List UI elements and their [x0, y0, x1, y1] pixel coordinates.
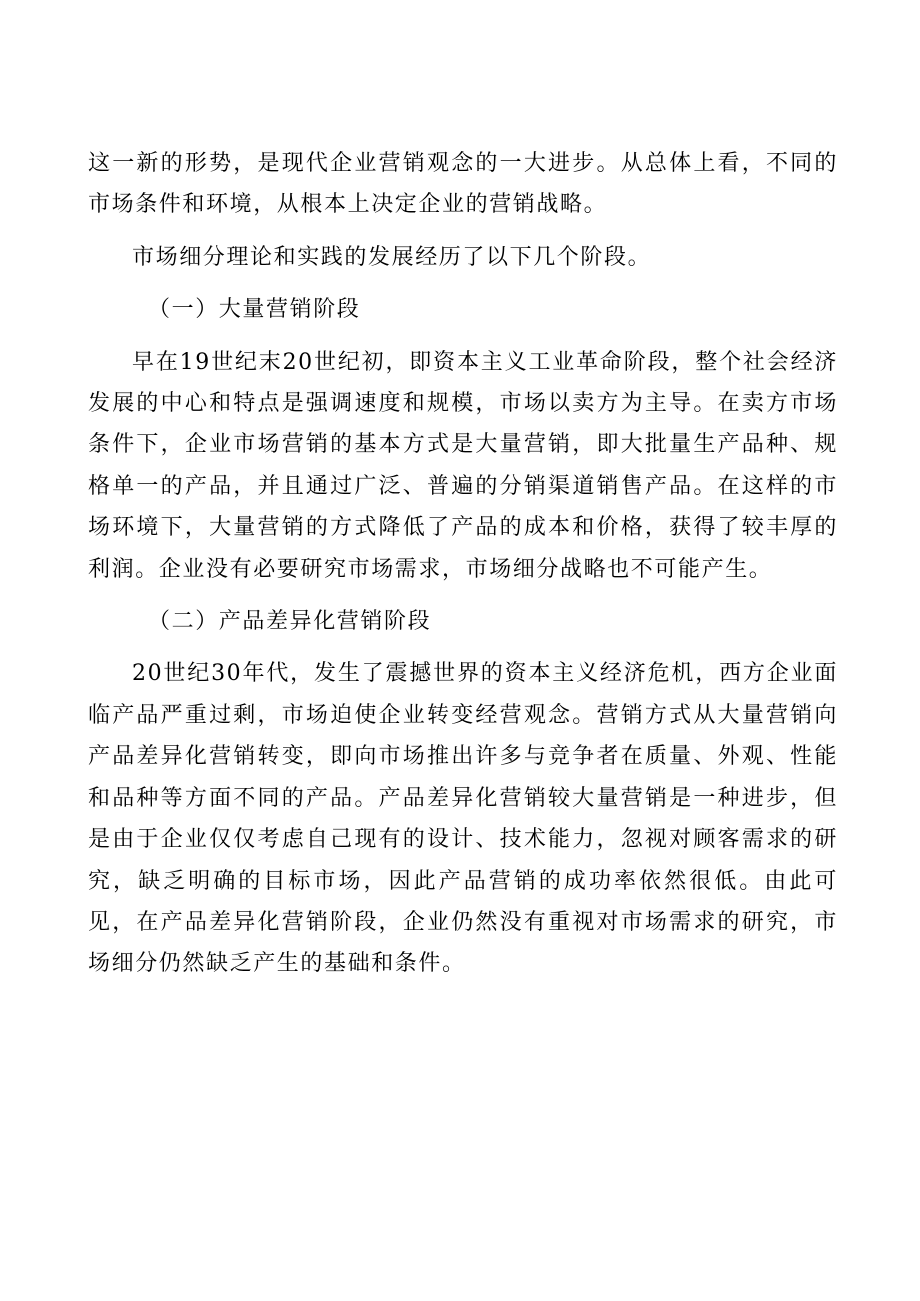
paragraph-differentiation: 20世纪30年代，发生了震撼世界的资本主义经济危机，西方企业面临产品严重过剩，市场迫使企业转变经营观念。营销方式从大量营销向产品差异化营销转变，即向市场推出许多与竞争者在质量、外观、性能和品种等方面不同的产品。产品差异化营销较大量营销是一种进步，但是由于企业仅仅考虑自己现有的设计、技术能力，忽视对顾客需求的研究，缺乏明确的目标市场，因此产品营销的成功率依然很低。由此可见，在产品差异化营销阶段，企业仍然没有重视对市场需求的研究，市场细分仍然缺乏产生的基础和条件。: [88, 661, 838, 977]
paragraph-spacer: [88, 590, 838, 601]
paragraph-spacer: [88, 642, 838, 653]
paragraph-spacer: [88, 331, 838, 342]
section-heading-mass-marketing: （一）大量营销阶段: [148, 297, 361, 323]
paragraph-spacer: [88, 226, 838, 237]
document-page: [88, 143, 838, 985]
paragraph-stages-intro: 市场细分理论和实践的发展经历了以下几个阶段。: [132, 244, 652, 270]
section-heading-differentiation: （二）产品差异化营销阶段: [148, 609, 432, 635]
paragraph-continuation: 这一新的形势，是现代企业营销观念的一大进步。从总体上看，不同的市场条件和环境，从根本上决定企业的营销战略。: [88, 151, 838, 218]
paragraph-mass-marketing: 早在19世纪末20世纪初，即资本主义工业革命阶段，整个社会经济发展的中心和特点是强调速度和规模，市场以卖方为主导。在卖方市场条件下，企业市场营销的基本方式是大量营销，即大批量生产品种、规格单一的产品，并且通过广泛、普遍的分销渠道销售产品。在这样的市场环境下，大量营销的方式降低了产品的成本和价格，获得了较丰厚的利润。企业没有必要研究市场需求，市场细分战略也不可能产生。: [88, 349, 838, 582]
paragraph-spacer: [88, 278, 838, 289]
